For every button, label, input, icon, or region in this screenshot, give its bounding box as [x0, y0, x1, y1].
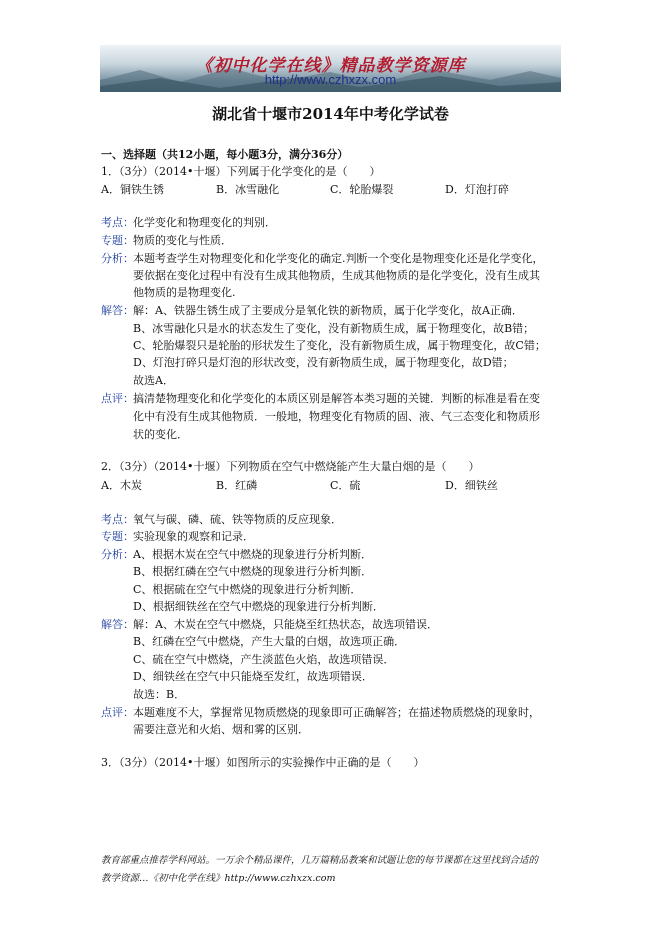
footer-line-2: 教学资源…《初中化学在线》http://www.czhxzx.com — [101, 873, 336, 884]
q1-dianping-line: 搞清楚物理变化和化学变化的本质区别是解答本类习题的关键．判断的标准是看在变 — [133, 392, 540, 405]
q1-fenxi-line: 他物质的是物理变化. — [133, 286, 236, 299]
q1-dianping-line: 状的变化． — [133, 428, 188, 441]
footer-line-1: 教育部重点推荐学科网站。一万余个精品课件，几万篇精品教案和试题让您的每节课都在这里找到合适的 — [101, 855, 539, 866]
q2-dianping-line: 本题难度不大，掌握常见物质燃烧的现象即可正确解答；在描述物质燃烧的现象时， — [133, 706, 540, 719]
q1-jieda-line: C、轮胎爆裂只是轮胎的形状发生了变化，没有新物质生成，属于物理变化，故C错； — [133, 339, 546, 352]
q2-jieda-line: B、红磷在空气中燃烧，产生大量的白烟，故选项正确． — [133, 635, 406, 648]
q2-jieda-line: C、硫在空气中燃烧，产生淡蓝色火焰，故选项错误． — [133, 653, 395, 666]
q1-option-d: D．灯泡打碎 — [445, 183, 509, 196]
q1-fenxi-line: 要依据在变化过程中有没有生成其他物质，生成其他物质的是化学变化，没有生成其 — [133, 269, 540, 282]
q2-fenxi-line: B、根据红磷在空气中燃烧的现象进行分析判断． — [133, 565, 373, 578]
q1-option-a: A．铜铁生锈 — [101, 183, 164, 196]
q1-stem: 1．（3分）（2014•十堰）下列属于化学变化的是（ ） — [101, 165, 381, 178]
q2-option-a: A．木炭 — [101, 479, 142, 492]
q1-jieda-label: 解答： — [101, 304, 134, 317]
q2-jieda-label: 解答： — [101, 618, 134, 631]
q1-dianping-line: 化中有没有生成其他物质．一般地，物理变化有物质的固、液、气三态变化和物质形 — [133, 410, 540, 423]
q1-zhuanti-label: 专题： — [101, 234, 134, 247]
q2-jieda-line: 解：A、木炭在空气中燃烧，只能烧至红热状态，故选项错误． — [133, 618, 438, 631]
q2-kaodian: 氧气与碳、磷、硫、铁等物质的反应现象． — [133, 513, 342, 526]
q3-stem: 3．（3分）（2014•十堰）如图所示的实验操作中正确的是（ ） — [101, 756, 425, 769]
q2-kaodian-label: 考点： — [101, 513, 134, 526]
q2-zhuanti-label: 专题： — [101, 530, 134, 543]
section-heading: 一、选择题（共12小题，每小题3分，满分36分） — [101, 148, 349, 161]
q1-dianping-label: 点评： — [101, 392, 134, 405]
q1-jieda-line: 故选A． — [133, 374, 174, 387]
document-title: 湖北省十堰市2014年中考化学试卷 — [212, 105, 449, 123]
q1-fenxi-label: 分析： — [101, 252, 134, 265]
q1-option-c: C．轮胎爆裂 — [330, 183, 394, 196]
q2-stem: 2．（3分）（2014•十堰）下列物质在空气中燃烧能产生大量白烟的是（ ） — [101, 460, 480, 473]
q1-option-b: B．冰雪融化 — [216, 183, 280, 196]
q2-zhuanti: 实验现象的观察和记录． — [133, 530, 254, 543]
q2-fenxi-line: A、根据木炭在空气中燃烧的现象进行分析判断． — [133, 548, 372, 561]
q1-fenxi-line: 本题考查学生对物理变化和化学变化的确定.判断一个变化是物理变化还是化学变化， — [133, 252, 544, 265]
q1-jieda-line: 解：A、铁器生锈生成了主要成分是氧化铁的新物质，属于化学变化，故A正确． — [133, 304, 523, 317]
q2-option-c: C．硫 — [330, 479, 361, 492]
banner-title: 《初中化学在线》精品教学资源库 — [195, 56, 466, 76]
q1-kaodian: 化学变化和物理变化的判别． — [133, 216, 276, 229]
q2-option-b: B．红磷 — [216, 479, 258, 492]
q1-kaodian-label: 考点： — [101, 216, 134, 229]
banner-url[interactable]: http://www.czhxzx.com — [264, 72, 397, 87]
q2-fenxi-line: D、根据细铁丝在空气中燃烧的现象进行分析判断． — [133, 600, 384, 613]
q2-jieda-line: D、细铁丝在空气中只能烧至发红，故选项错误． — [133, 670, 373, 683]
q2-option-d: D．细铁丝 — [445, 479, 498, 492]
q1-jieda-line: D、灯泡打碎只是灯泡的形状改变，没有新物质生成，属于物理变化，故D错； — [133, 356, 514, 369]
q2-dianping-label: 点评： — [101, 706, 134, 719]
q2-fenxi-label: 分析： — [101, 548, 134, 561]
q2-jieda-line: 故选：B． — [133, 688, 186, 701]
header-banner — [100, 45, 561, 92]
q2-fenxi-line: C、根据硫在空气中燃烧的现象进行分析判断． — [133, 583, 362, 596]
q1-zhuanti: 物质的变化与性质． — [133, 234, 232, 247]
q1-jieda-line: B、冰雪融化只是水的状态发生了变化，没有新物质生成，属于物理变化，故B错； — [133, 322, 535, 335]
q2-dianping-line: 需要注意光和火焰、烟和雾的区别． — [133, 723, 309, 736]
